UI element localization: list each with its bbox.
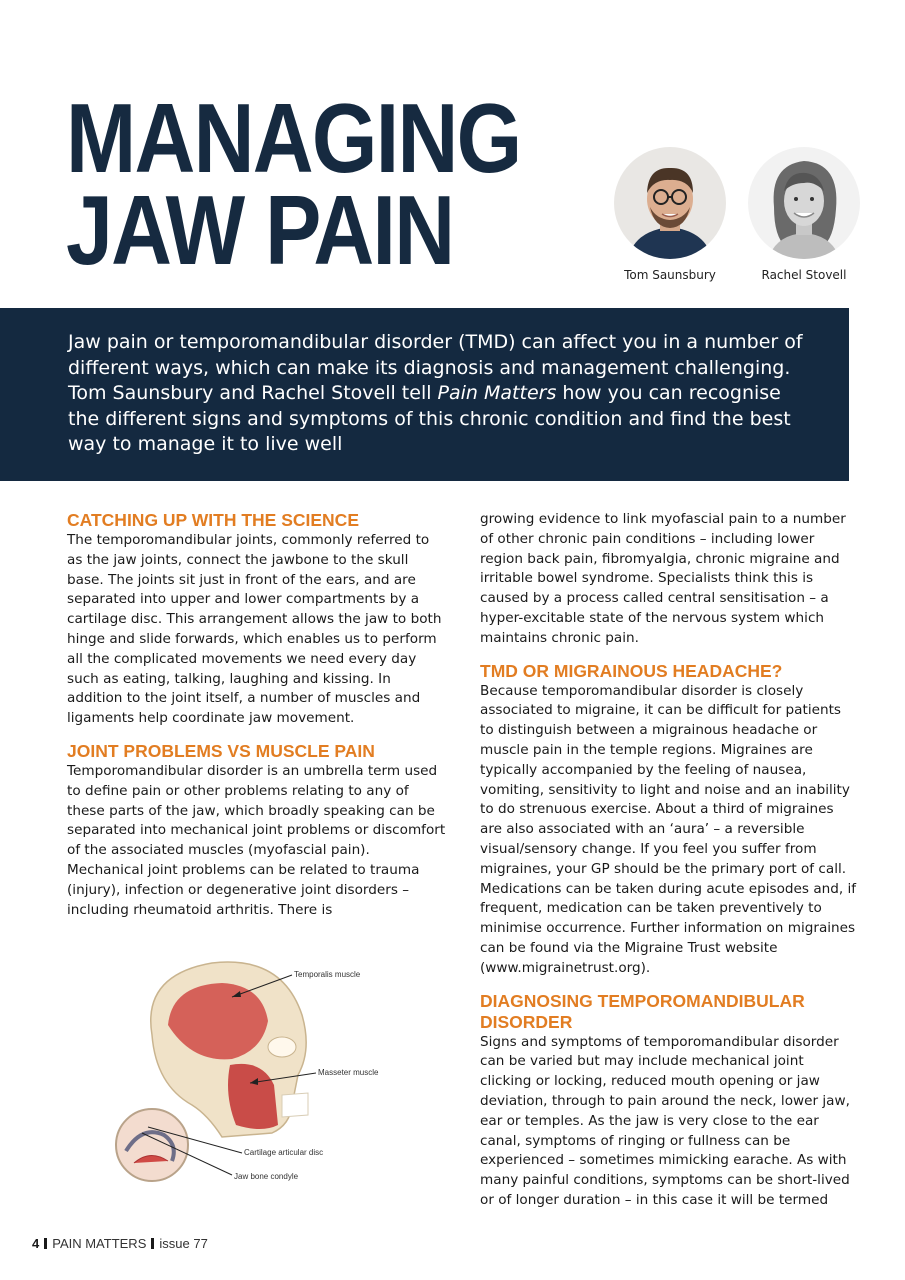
jaw-anatomy-illustration <box>112 955 442 1195</box>
label-temporalis: Temporalis muscle <box>294 970 361 979</box>
author-name: Rachel Stovell <box>761 268 847 282</box>
right-column <box>480 510 858 1211</box>
author-photo-rachel <box>748 147 860 259</box>
label-masseter: Masseter muscle <box>318 1068 379 1077</box>
label-disc: Cartilage articular disc <box>244 1148 324 1157</box>
label-condyle: Jaw bone condyle <box>234 1172 299 1181</box>
author-name: Tom Saunsbury <box>624 268 716 282</box>
page-number: 4 <box>32 1236 40 1251</box>
standfirst-text: Jaw pain or temporomandibular disorder (TMD) can affect you in a number of different ways, which can make its diagnosis and management challenging. Tom Saunsbury and Rachel Stovell tell Pain Matters how you can recognise the different signs and symptoms of this chronic condition and find the best way to manage it to live well <box>68 331 803 456</box>
issue-number: issue 77 <box>159 1236 208 1251</box>
standfirst-banner <box>0 308 849 481</box>
author-rachel <box>742 147 866 282</box>
paragraph: Because temporomandibular disorder is closely associated to migraine, it can be difficult for patients to distinguish between a migrainous headache or muscle pain in the temple regions. Migraines are typically accompanied by the feeling of nausea, vomiting, sensitivity to light and noise and an inability to do strenuous exercise. About a third of migraines are also associated with an ‘aura’ – a reversible visual/sensory change. If you feel you suffer from migraines, your GP should be the primary port of call. Medications can be taken during acute episodes and, if frequent, medication can be taken preventively to minimise occurrence. Further information on migraines can be found via the Migraine Trust website (www.migrainetrust.org). <box>480 682 857 976</box>
article-title <box>66 83 521 285</box>
left-column <box>67 510 447 920</box>
section-heading: DIAGNOSING TEMPOROMANDIBULAR DISORDER <box>480 990 805 1032</box>
paragraph: The temporomandibular joints, commonly referred to as the jaw joints, connect the jawbone to the skull base. The joints sit just in front of the ears, and are separated into upper and lower compartments by a cartilage disc. This arrangement allows the jaw to both hinge and slide forwards, which enables us to perform all the complicated movements we need every day such as eating, talking, laughing and kissing. In addition to the joint itself, a number of muscles and ligaments help coordinate jaw movement. <box>67 532 442 727</box>
section-heading: CATCHING UP WITH THE SCIENCE <box>67 510 359 530</box>
magazine-name-italic: Pain Matters <box>437 382 557 405</box>
page-footer <box>32 1236 208 1251</box>
author-tom <box>608 147 732 282</box>
paragraph: growing evidence to link myofascial pain to a number of other chronic pain conditions – including lower region back pain, fibromyalgia, chronic migraine and irritable bowel syndrome. Specialists think this is caused by a process called central sensitisation – a hyper-excitable state of the nervous system which maintains chronic pain. <box>480 511 846 646</box>
title-line-1: MANAGING <box>66 83 521 193</box>
section-heading: TMD OR MIGRAINOUS HEADACHE? <box>480 660 783 681</box>
title-line-2: JAW PAIN <box>66 175 454 285</box>
paragraph: Temporomandibular disorder is an umbrella term used to define pain or other problems relating to any of these parts of the jaw, which broadly speaking can be separated into mechanical joint problems or discomfort of the associated muscles (myofascial pain). Mechanical joint problems can be related to trauma (injury), infection or degenerative joint disorders – including rheumatoid arthritis. There is <box>67 762 446 918</box>
magazine-name: PAIN MATTERS <box>52 1236 147 1251</box>
author-photo-tom <box>614 147 726 259</box>
section-heading: JOINT PROBLEMS VS MUSCLE PAIN <box>67 740 375 761</box>
paragraph: Signs and symptoms of temporomandibular disorder can be varied but may include mechanical joint clicking or locking, reduced mouth opening or jaw deviation, through to pain around the neck, lower jaw, ear or temples. As the jaw is very close to the ear canal, symptoms of ringing or fullness can be experienced – sometimes mimicking earache. As with many painful conditions, symptoms can be short-lived or of longer duration – in this case it will be termed <box>480 1033 850 1208</box>
